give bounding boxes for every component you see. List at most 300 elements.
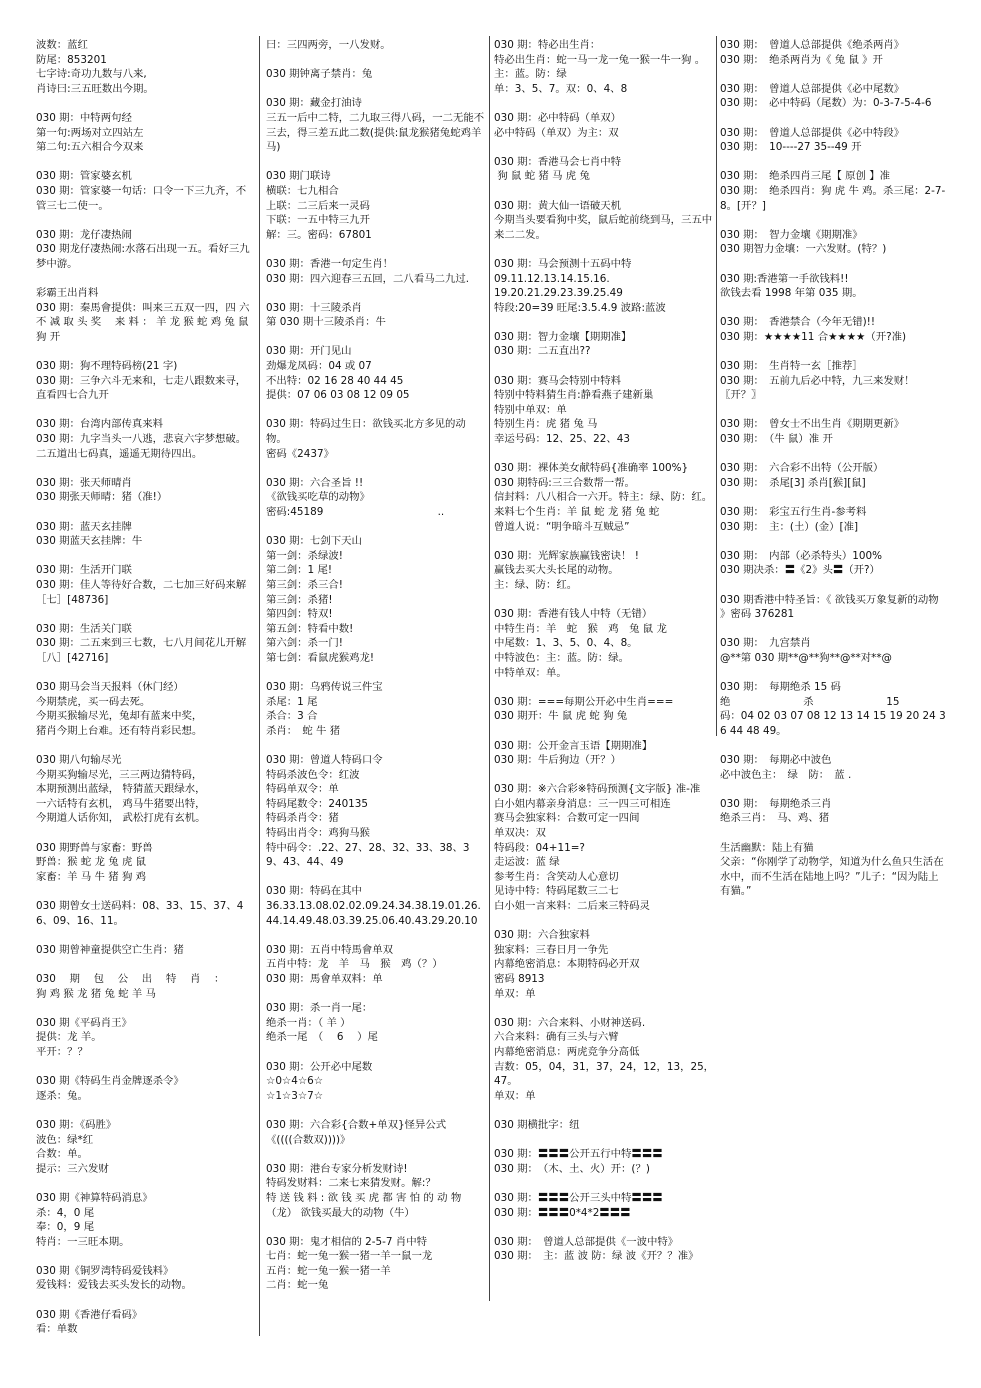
text-block <box>36 286 254 344</box>
text-line: 《((((合数双))))》 <box>266 1133 351 1146</box>
text-line: 特别生肖：虎 猪 兔 马 <box>494 418 598 431</box>
text-line: 030 期： 必中特码（尾数）为：0-3-7-5-4-6 <box>720 97 932 110</box>
text-line: 曰：三四两旁，一八发财。 <box>266 39 391 51</box>
text-line: 二肖：蛇一兔 <box>266 1279 329 1292</box>
text-line: 提供：07 06 03 08 12 09 05 <box>266 389 410 402</box>
text-line: 030 期智力金壤：一六发财。(特？) <box>720 243 887 256</box>
text-line: 杀：4，0 尾 <box>36 1206 95 1219</box>
text-line: 030 期：九字当头一八逃，悲哀六字梦想破。二五道出七码真，遥遥无期待四出。 <box>36 433 247 460</box>
text-line: 单双决：双 <box>494 827 546 840</box>
text-line: 030 期：特码过生日：欲钱买北方多见的动物。 <box>266 418 466 446</box>
text-line: 见诗中特：特码尾数三二七 <box>494 885 619 898</box>
text-line: 030 期特码:三三合数帮一帮。 <box>494 476 635 489</box>
text-line: 030 期：特码在其中 <box>266 885 362 898</box>
text-line: 杀尾：1 尾 <box>266 695 318 708</box>
text-line: 六合来料：确有三头与六臂 <box>494 1031 619 1044</box>
text-block <box>266 1060 486 1104</box>
text-block <box>36 972 254 1001</box>
text-line: 合数：单。 <box>36 1148 88 1161</box>
text-block <box>720 126 946 155</box>
text-line: 030 期：五肖中特馬會单双 <box>266 943 394 956</box>
text-block <box>266 1235 486 1293</box>
text-line: 提供：龙 羊。 <box>36 1031 102 1044</box>
text-line: 七字诗:奇功九数与八来, <box>36 68 147 81</box>
text-line: 030 期 包 公 出 特 肖 ： <box>36 973 225 985</box>
text-line: 码：04 02 03 07 08 12 13 14 15 19 20 24 36 44 48 49。 <box>720 710 946 737</box>
text-line: 特别中特料猜生肖:静看燕子建新巢 <box>494 389 654 402</box>
text-block <box>266 96 486 154</box>
text-line: 下联：一五中特三九开 <box>266 214 370 227</box>
text-block <box>494 928 716 1001</box>
text-line: 特必出生肖：蛇一马一龙一兔一猴一牛一狗 。 <box>494 53 706 66</box>
text-line: 030 期： 绝杀四肖：狗 虎 牛 鸡。杀三尾：2-7-8。[开？] <box>720 184 946 212</box>
text-line: 曾道人说：“明争暗斗互贼忌” <box>494 520 630 533</box>
text-line: 030 期香港中特圣旨：《 欲钱买万象复新的动物 》密码 376281 <box>720 593 942 621</box>
text-block <box>36 841 254 885</box>
text-block <box>494 111 716 140</box>
text-block <box>494 330 716 359</box>
text-line: 030 期：香港一句定生肖！ <box>266 257 394 270</box>
text-line: 030 期：生活开门联 <box>36 564 132 577</box>
text-line: 野兽：猴 蛇 龙 兔 虎 鼠 <box>36 856 147 869</box>
text-line: 030 期：开门见山 <box>266 345 352 358</box>
text-line: 030 期：二五直出?? <box>494 345 591 358</box>
text-line: 密码《2437》 <box>266 447 335 460</box>
text-block <box>494 1235 716 1264</box>
text-line: 解：三。密码：67801 <box>266 228 372 241</box>
text-line: 030 期： 曾道人总部提供《必中特段》 <box>720 126 905 139</box>
text-line: 一六话特有玄机， 鸡马牛猪要出特， <box>36 797 206 810</box>
text-block <box>36 943 254 958</box>
text-block <box>720 38 946 67</box>
text-line: 彩霸王出肖料 <box>36 287 99 300</box>
text-line: 提示：三六发财 <box>36 1162 109 1175</box>
column-divider <box>259 36 260 1336</box>
text-line: 030 期《神算特码消息》 <box>36 1191 153 1204</box>
text-line: 030 期：必中特码（单双） <box>494 111 622 124</box>
text-line: 030 期： 六合彩不出特（公开版） <box>720 462 884 475</box>
text-line: 五肖：蛇一兔一猴一猪一羊 <box>266 1264 391 1277</box>
text-line: 特码单双令：单 <box>266 783 339 796</box>
text-line: 030 期： 智力金壤《期期准》 <box>720 228 863 241</box>
text-block <box>720 169 946 213</box>
text-line: 030 期： 五前九后必中特，九三来发财！〖开？〗 <box>720 374 915 402</box>
text-line: 030 期：〓〓〓公开三头中特〓〓〓 <box>494 1191 663 1204</box>
text-line: 030 期： 九宫禁肖 <box>720 637 811 650</box>
text-line: 第三剑：杀猪! <box>266 593 333 606</box>
text-line: 030 期：藏金打油诗 <box>266 97 362 110</box>
text-block <box>266 169 486 242</box>
text-line: 不出特：02 16 28 40 44 45 <box>266 374 404 387</box>
text-line: 030 期：马会预测十五码中特 <box>494 257 632 270</box>
text-block <box>494 607 716 680</box>
text-block <box>36 38 254 96</box>
text-line: 特 送 钱 料 : 欲 钱 买 虎 都 害 怕 的 动 物（龙） 欲钱买最大的动物（牛） <box>266 1191 462 1219</box>
text-block <box>494 1191 716 1220</box>
text-line: 030 期：佳人等待好合数，二七加三好码来解［七］[48736] <box>36 578 247 606</box>
text-line: 030 期决杀：〓《2》头〓（开?） <box>720 564 880 577</box>
text-block <box>720 753 946 782</box>
text-line: 030 期：二五来到三七数，七八月间花儿开解［八］[42716] <box>36 637 247 664</box>
text-line: 030 期:香港第一手欲钱料!! <box>720 272 849 285</box>
text-line: 特码杀肖令：猪 <box>266 812 339 825</box>
text-block <box>720 549 946 578</box>
text-block <box>720 315 946 344</box>
text-line: 030 期：赛马会特别中特料 <box>494 374 622 387</box>
text-line: 030 期：〓〓〓公开五行中特〓〓〓 <box>494 1148 663 1161</box>
text-line: 030 期：公开必中尾数 <box>266 1060 373 1073</box>
text-line: 主：绿、防：红。 <box>494 578 578 591</box>
text-line: 030 期门联诗 <box>266 170 331 183</box>
text-block <box>494 695 716 724</box>
text-line: 今期禁虎，买一码去死。 <box>36 695 151 708</box>
text-block <box>494 461 716 534</box>
text-line: 白小姐内幕亲身消息：三一四三可相连 <box>494 797 671 810</box>
text-line: 特别中单双：单 <box>494 403 567 416</box>
text-line: 030 期《平码肖王》 <box>36 1016 132 1029</box>
text-line: 横联：七九相合 <box>266 184 339 197</box>
text-line: 030 期：秦馬會提供：叫来三五双一四，四 六 不 减 取 头 奖 来 料 ： 羊 龙 猴 蛇 鸡 兔 鼠 狗 开 <box>36 301 253 343</box>
text-line: 030 期：牛后狗边（开？） <box>494 754 622 767</box>
text-block <box>266 1162 486 1220</box>
text-line: 030 期曾神童提供空亡生肖：猪 <box>36 943 184 956</box>
text-block <box>36 1191 254 1249</box>
text-line: 奉：0，9 尾 <box>36 1221 95 1234</box>
text-line: 特码出肖令：鸡狗马猴 <box>266 827 370 840</box>
text-line: 劲爆龙凤码：04 或 07 <box>266 360 372 373</box>
text-line: 030 期：狗不理特码榜(21 字) <box>36 360 178 373</box>
text-line: 第一句:两场对立四站左 <box>36 126 144 139</box>
text-line: 030 期： 每期必中波色 <box>720 754 832 767</box>
text-line: 030 期：裸体美女献特码{准确率 100%} <box>494 462 689 475</box>
text-line: 逐杀：兔。 <box>36 1089 88 1102</box>
text-line: 内幕绝密消息：两虎竞争分高低 <box>494 1045 640 1058</box>
text-line: 今期买猴输尽光，兔却有蓝来中奖， <box>36 710 203 723</box>
text-line: 030 期：===每期公开必中生肖=== <box>494 695 674 708</box>
text-line: 家畜：羊 马 牛 猪 狗 鸡 <box>36 870 147 883</box>
text-line: 030 期：六合圣旨 !! <box>266 476 364 489</box>
text-line: 密码 8913 <box>494 973 545 985</box>
text-line: 绝杀一肖：（ 羊 ） <box>266 1016 351 1029</box>
text-line: 中特波色：主：蓝。防：绿。 <box>494 651 630 664</box>
text-line: 白小姐一言来料：二后来三特码灵 <box>494 900 650 913</box>
text-line: 030 期：七剑下天山 <box>266 535 362 548</box>
text-block <box>266 344 486 402</box>
text-block <box>720 680 946 738</box>
text-line: 030 期： （牛 鼠）准 开 <box>720 433 833 446</box>
text-line: 030 期：六合独家料 <box>494 929 590 942</box>
text-line: 030 期：龙仔凄热闹 <box>36 228 132 241</box>
text-block <box>494 549 716 593</box>
text-line: 030 期：黄大仙一语破天机 <box>494 199 622 212</box>
text-line: 030 期：〓〓〓0*4*2〓〓〓 <box>494 1206 631 1219</box>
text-line: 单：3、5、7。双：0、4、8 <box>494 82 628 95</box>
text-block <box>266 680 486 738</box>
text-line: @**第 030 期**@**狗**@**对**@ <box>720 651 892 664</box>
text-line: 七肖：蛇一兔一猴一猪一羊一鼠一龙 <box>266 1250 433 1263</box>
text-line: 幸运号码：12、25、22、43 <box>494 433 631 446</box>
text-line: 欲钱去看 1998 年第 035 期。 <box>720 287 863 300</box>
text-block <box>494 155 716 184</box>
text-line: 030 期： （木、土、火）开：(？) <box>494 1162 650 1175</box>
text-block <box>494 1016 716 1104</box>
text-block <box>266 257 486 286</box>
text-line: 特码杀波色令：红波 <box>266 768 360 781</box>
text-line: 19.20.21.29.23.39.25.49 <box>494 287 623 300</box>
text-line: 030 期：《码胜》 <box>36 1118 117 1131</box>
text-block <box>266 476 486 520</box>
text-line: 第七剑：看鼠虎猴鸡龙! <box>266 651 375 664</box>
text-block <box>36 622 254 666</box>
text-line: 绝杀三肖： 马、鸡、猪 <box>720 812 830 825</box>
text-line: 本期预测出蓝绿， 特猜蓝天跟绿水， <box>36 783 206 796</box>
text-line: 030 期： 绝杀四肖三尾【 原创 】准 <box>720 170 891 183</box>
text-line: 今期当头要看狗中奖，鼠后蛇前绕到马，三五中来二二发。 <box>494 214 713 241</box>
text-line: 030 期： 曾道人总部提供《绝杀两肖》 <box>720 39 905 51</box>
text-block <box>720 636 946 665</box>
text-line: 030 期： 生肖特一玄［推荐］ <box>720 360 863 373</box>
text-block <box>720 82 946 111</box>
text-line: 第二剑：1 尾! <box>266 564 333 577</box>
text-line: 单双：单 <box>494 987 536 1000</box>
text-block <box>36 359 254 403</box>
text-line: 030 期：台湾内部传真来料 <box>36 418 164 431</box>
text-block <box>36 169 254 213</box>
text-line: 必中特码（单双）为主：双 <box>494 126 619 139</box>
text-line: ☆0☆4☆6☆ <box>266 1075 324 1088</box>
text-line: 特中码令：.22、27、28、32、33、38、39、43、44、49 <box>266 841 470 869</box>
text-line: 030 期： 每期绝杀 15 码 <box>720 681 841 694</box>
text-column-4 <box>720 38 946 1352</box>
text-column-1 <box>36 38 254 1352</box>
text-line: 波色：绿*红 <box>36 1133 94 1146</box>
text-line: 030 期《香港仔看码》 <box>36 1308 143 1321</box>
text-block <box>36 1118 254 1176</box>
text-block <box>720 797 946 826</box>
text-block <box>36 563 254 607</box>
text-line: ☆1☆3☆7☆ <box>266 1089 324 1102</box>
text-line: 030 期：香港有钱人中特（无错） <box>494 608 653 621</box>
text-line: 第二句:五六相合今双来 <box>36 141 144 154</box>
text-line: 第六剑：杀一门! <box>266 637 343 650</box>
text-line: 吉数：05，04，31，37，24，12，13，25，47。 <box>494 1060 715 1088</box>
text-block <box>720 505 946 534</box>
text-block <box>36 520 254 549</box>
text-line: 030 期：曾道人特码口令 <box>266 754 383 767</box>
text-line: 第四剑：特双! <box>266 608 333 621</box>
text-line: 030 期钟离子禁肖：兔 <box>266 68 373 81</box>
text-line: 父亲：“你刚学了动物学，知道为什么鱼只生活在水中，而不生活在陆地上吗？”儿子：“因为陆上有猫。” <box>720 856 944 898</box>
text-line: 030 期：鬼才相信的 2-5-7 肖中特 <box>266 1235 427 1248</box>
text-block <box>266 67 486 82</box>
text-line: 《欲钱买吃草的动物》 <box>266 491 370 504</box>
text-line: 030 期： 主：(土）(金）[准] <box>720 520 859 533</box>
text-line: 030 期龙仔凄热闹:水落石出现一五。看好三九梦中游。 <box>36 243 250 270</box>
text-line: 030 期：十三陵杀肖 <box>266 301 362 314</box>
text-line: 030 期： 曾道人总部提供《必中尾数》 <box>720 82 905 95</box>
text-line: 030 期： 每期绝杀三肖 <box>720 797 832 810</box>
text-line: 第一剑：杀绿波! <box>266 549 343 562</box>
text-block <box>494 199 716 243</box>
text-block <box>266 753 486 870</box>
text-line: 030 期： 杀尾[3] 杀肖[猴][鼠] <box>720 476 866 489</box>
text-line: 030 期曾女士送码料：08、33、15、37、46、09、16、11。 <box>36 900 244 927</box>
text-line: 030 期：六合来料、小财神送码. <box>494 1016 646 1029</box>
text-line: 030 期：港台专家分析发财诗! <box>266 1162 408 1175</box>
text-line: 必中波色主： 绿 防： 蓝 . <box>720 768 852 781</box>
text-block <box>494 1147 716 1176</box>
text-line: 030 期：乌鸦传说三件宝 <box>266 681 383 694</box>
text-line: 030 期：杀一肖一尾： <box>266 1002 373 1015</box>
text-line: 主：蓝。防：绿 <box>494 68 567 81</box>
text-block <box>494 374 716 447</box>
text-block <box>494 257 716 315</box>
column-divider <box>489 36 490 1301</box>
text-block <box>720 461 946 490</box>
text-line: 030 期： 10----27 35--49 开 <box>720 141 862 154</box>
text-line: 中尾数：1、3、5、0、4、8。 <box>494 637 638 650</box>
text-line: 上联：二三后来一灵码 <box>266 199 370 212</box>
text-line: 030 期：馬會单双料：单 <box>266 973 383 985</box>
text-line: 030 期：※六合彩※特码预测{文字版} 准-准 <box>494 783 701 796</box>
text-line: 030 期：六合彩{合数+单双}怪异公式 <box>266 1118 447 1131</box>
text-line: 030 期：管家婆一句话：口令一下三九齐，不管三七二使一。 <box>36 184 247 212</box>
text-block <box>36 111 254 155</box>
text-block <box>720 272 946 301</box>
text-line: 五肖中特：龙 羊 马 猴 鸡（？） <box>266 958 443 971</box>
text-line: 030 期：四六迎春三五回，二八看马二九过. <box>266 272 470 285</box>
text-line: 绝 杀 15 <box>720 695 900 708</box>
text-line: 030 期： 彩宝五行生肖-参考料 <box>720 506 867 518</box>
text-line: 第五剑：特看中数! <box>266 622 354 635</box>
text-block <box>266 943 486 987</box>
text-block <box>266 301 486 330</box>
text-line: 波数：蓝红 <box>36 39 88 51</box>
text-line: 030 期： 曾女士不出生肖《期期更新》 <box>720 418 905 431</box>
text-line: 狗 鼠 蛇 猪 马 虎 兔 <box>494 170 590 183</box>
text-line: 030 期：管家婆玄机 <box>36 170 132 183</box>
text-line: 030 期《铜罗湾特码爱钱料》 <box>36 1264 174 1277</box>
text-line: 杀合：3 合 <box>266 710 318 723</box>
text-line: 030 期野兽与家畜：野兽 <box>36 841 153 854</box>
column-divider <box>716 36 717 736</box>
text-line: 中特单双：单。 <box>494 666 567 679</box>
text-line: 030 期：光辉家族赢钱密诀！ ! <box>494 549 639 562</box>
text-line: 独家料：三春日月一争先 <box>494 943 609 956</box>
text-block <box>266 38 486 53</box>
text-line: 内幕绝密消息：本期特码必开双 <box>494 958 640 971</box>
text-line: 030 期蓝天玄挂牌：牛 <box>36 535 143 548</box>
text-line: 今期买狗输尽光，三三两边猜特码， <box>36 768 203 781</box>
text-block <box>36 417 254 461</box>
text-line: 030 期：张天师晴肖 <box>36 476 132 489</box>
text-line: 单双：单 <box>494 1089 536 1102</box>
text-block <box>720 228 946 257</box>
text-line: 030 期： 绝杀两肖为《 兔 鼠 》开 <box>720 53 883 66</box>
text-line: 密码:45189 .. <box>266 506 445 518</box>
text-block <box>720 841 946 899</box>
text-line: 特段:20=39 旺尾:3.5.4.9 波路:蓝波 <box>494 301 666 314</box>
text-line: 030 期： 香港禁合（今年无错)!! <box>720 316 876 329</box>
text-line: 肖诗曰:三五旺数出今期。 <box>36 82 154 95</box>
text-line: 030 期马会当天报料（休门经） <box>36 681 184 694</box>
text-block <box>494 1118 716 1133</box>
text-line: 绝杀一尾 （ 6 ）尾 <box>266 1031 378 1044</box>
text-line: 030 期：生活关门联 <box>36 622 132 635</box>
text-line: 狗 鸡 猴 龙 猪 兔 蛇 羊 马 <box>36 987 156 1000</box>
text-line: 爱钱料：爱钱去买头发长的动物。 <box>36 1279 192 1292</box>
text-block <box>266 1118 486 1147</box>
text-line: 参考生肖：含笑动人心意切 <box>494 870 619 883</box>
text-line: 特肖：一三旺本期。 <box>36 1235 130 1248</box>
text-line: 030 期：★★★★11 合★★★★（开?准) <box>720 330 907 343</box>
text-block <box>36 1074 254 1103</box>
text-block <box>266 534 486 665</box>
text-line: 030 期： 内部（必杀特头）100% <box>720 549 882 562</box>
text-line: 走运波：蓝 绿 <box>494 856 560 869</box>
text-line: 36.33.13.08.02.02.09.24.34.38.19.01.26. <box>266 900 481 913</box>
text-line: 09.11.12.13.14.15.16. <box>494 272 610 285</box>
text-line: 特码发财料：二来七来猜发财。解:？ <box>266 1177 436 1190</box>
text-line: 特码尾数令：240135 <box>266 797 369 810</box>
text-line: 三五一后中二特，二九取三得八码，一二无能不三去，得三差五此二数(提供:鼠龙猴猪兔蛇鸡羊马) <box>266 111 485 154</box>
text-line: 030 期：三争六斗无来和，七走八跟数来寻，直看四七合九开 <box>36 374 247 402</box>
text-line: 看：单数 <box>36 1323 78 1336</box>
text-block <box>494 739 716 768</box>
text-block <box>266 417 486 461</box>
text-block <box>36 476 254 505</box>
text-line: 中特生肖：羊 蛇 猴 鸡 兔 鼠 龙 <box>494 622 667 635</box>
text-line: 特码段：04+11=? <box>494 841 585 854</box>
text-block <box>36 899 254 928</box>
text-block <box>720 359 946 403</box>
text-block <box>36 228 254 272</box>
text-column-3 <box>494 38 716 1352</box>
text-block <box>36 1016 254 1060</box>
text-line: 44.14.49.48.03.39.25.06.40.43.29.20.10 <box>266 914 478 927</box>
text-line: 来料七个生肖：羊 鼠 蛇 龙 猪 兔 蛇 <box>494 506 660 518</box>
text-line: 030 期： 主：蓝 波 防：绿 波《开？？准》 <box>494 1250 699 1263</box>
text-block <box>36 1308 254 1337</box>
text-block <box>36 680 254 738</box>
text-column-2 <box>266 38 486 1352</box>
text-line: 030 期：公开金言玉语【期期准】 <box>494 739 653 752</box>
text-line: 猪肖今期上台难。还有特肖彩民想。 <box>36 724 203 737</box>
text-block <box>266 884 486 928</box>
text-block <box>36 753 254 826</box>
text-line: 030 期：中特两句经 <box>36 111 132 124</box>
text-line: 赢钱去买大头长尾的动物。 <box>494 564 619 577</box>
text-line: 防尾：853201 <box>36 53 107 66</box>
text-line: 信封料：八八相合一六开。特主：绿、防：红。 <box>494 491 713 504</box>
text-block <box>720 593 946 622</box>
text-line: 030 期：智力金壤【期期准】 <box>494 330 632 343</box>
text-line: 生活幽默：陆上有猫 <box>720 841 814 854</box>
text-line: 030 期： 曾道人总部提供《一波中特》 <box>494 1235 679 1248</box>
text-line: 杀肖： 蛇 牛 猪 <box>266 724 341 737</box>
text-line: 今期道人话你知， 武松打虎有玄机。 <box>36 812 206 825</box>
text-line: 030 期：特必出生肖： <box>494 39 601 51</box>
text-line: 平开：？？ <box>36 1045 88 1058</box>
text-line: 赛马会独家料：合数可定一四间 <box>494 812 640 825</box>
text-block <box>494 38 716 96</box>
text-line: 030 期《特码生肖金牌逐杀令》 <box>36 1075 184 1088</box>
text-block <box>266 1001 486 1045</box>
text-line: 030 期横批字：纽 <box>494 1118 580 1131</box>
text-block <box>36 1264 254 1293</box>
text-line: 030 期八句输尽光 <box>36 754 122 767</box>
text-line: 第 030 期十三陵杀肖：牛 <box>266 316 386 329</box>
